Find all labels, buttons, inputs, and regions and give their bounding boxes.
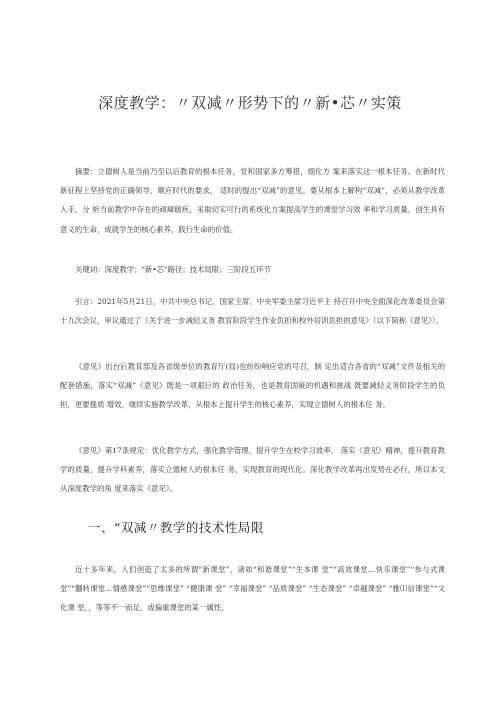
body-paragraph-3: 近十多年来，人们创造了太多的所谓“新课堂”，诸如“和谐课堂”“生本课 堂”“高效课堂…快乐课堂”“参与式课堂”“翻转课堂…情感课堂”“思维课堂” “健康课 堂” “幸福课堂” “品质课堂” “生态课堂” “卓越课堂” “雅⑴信课堂”“文化课 堂，，等等不一而足，或偏重课堂的某一属性、: [60, 565, 445, 613]
introduction-paragraph: 引言：2021年5月21日，中共中央总书记、国家主席、中央军委主席习近平主 持召开中央全面深化改革委员会第十九次会议，审议通过了《关于进一步减轻义务 教育阶段学生作业负担和校外培训负担的意见》（以下简称《意见》）。: [60, 297, 445, 326]
section-heading-1: 一、“双减〃教学的技术性局限: [88, 520, 264, 535]
keywords-line: 关键词：深度教学；"新•芯"路径；技术局限；三阶段五环节: [75, 265, 271, 274]
abstract-paragraph: 摘要：立德树人是当前乃至以后教育的根本任务，党和国家多方筹措，细化方 案来落实这一根本任务。在新时代新征程上坚持党的正确领导，顺应时代的要求， 适时的提出“双减”的意见。要从根本上解构“双减”，必须从教学改革入手，分 析当前教学中存在的顽瘴痼疾，采取切实可行的系统化方案提高学生的课堂学习效 率和学习质量，创生具有意义的生命，成就学生的核心素养，践行生命的价值。: [60, 167, 445, 234]
body-paragraph-1: 《意见》出台后教育部及各省级单位的教育厅(局)也纷纷响应党的号召，制 定出适合各省的“双减”文件及相关的配套措施，落实“双减”《意见》既是一项艰巨的 政治任务，也是教育固疵的机遇和挑战 既要减轻义务阶段学生的负担，更要提质 增效，继续实施教学改革，从根本上提升学生的核心素养，实现立德树人的根本任 务。: [60, 362, 445, 410]
body-paragraph-2: 《意见》第17条规定：优化教学方式，强化教学管理，提升学生在校学习效率。 落实《意见》精神，提升教育教学的质量，提升学科素养，落实立德树人的根本任 务，实现教育的现代化。深化教学改革再出发势在必行，所以本文从深度教学的角 度来落实《意见》。: [60, 446, 445, 494]
document-title: 深度教学：〃双减〃形势下的〃新•芯〃实策: [98, 94, 402, 112]
